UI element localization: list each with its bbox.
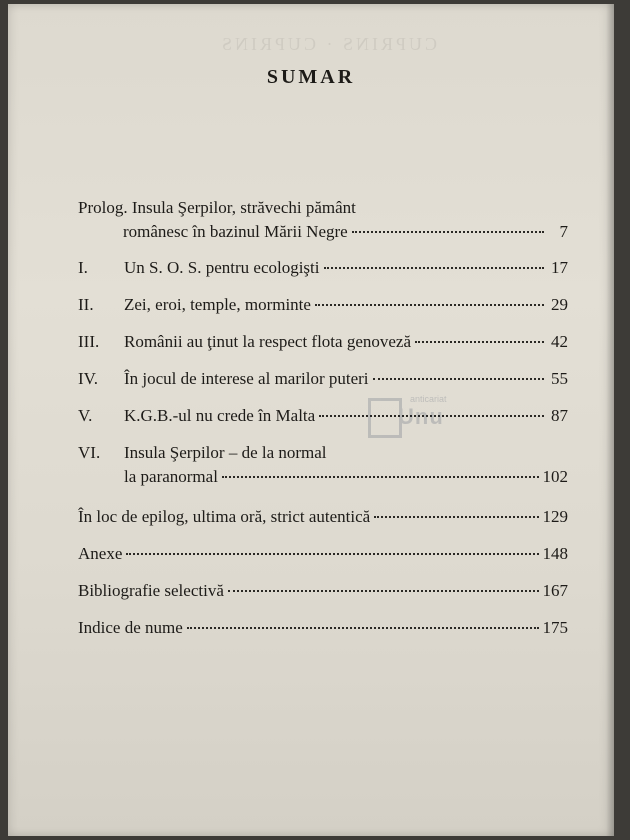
toc-number: V. <box>78 406 93 425</box>
toc-title: K.G.B.-ul nu crede în Malta <box>124 406 316 425</box>
toc-title: Românii au ţinut la respect flota genoveză <box>124 332 412 351</box>
toc-title: Zei, eroi, temple, morminte <box>124 295 311 314</box>
toc-title-line1: Insula Şerpilor – de la normal <box>124 443 327 462</box>
toc-page-number: 55 <box>551 369 568 388</box>
dot-leader <box>352 230 544 233</box>
toc-entry-bibliografie <box>78 579 568 603</box>
toc-page-number: 29 <box>551 295 568 314</box>
dot-leader <box>126 552 538 555</box>
toc-number: VI. <box>78 443 101 462</box>
toc-title: Indice de nume <box>78 618 183 637</box>
bleed-through-text: CUPRINS · CUPRINS <box>218 34 438 54</box>
toc-entry-prolog <box>78 196 568 244</box>
toc-number: II. <box>78 295 94 314</box>
dot-leader <box>187 626 539 629</box>
toc-page-number: 42 <box>551 332 568 351</box>
toc-entry-chapter-2 <box>78 293 568 317</box>
toc-page-number: 87 <box>551 406 568 425</box>
toc-number: Prolog. <box>78 198 128 217</box>
dot-leader <box>415 340 544 343</box>
dot-leader <box>373 377 544 380</box>
toc-page-number: 129 <box>542 507 568 526</box>
toc-title-line2: românesc în bazinul Mării Negre <box>123 222 348 241</box>
dot-leader <box>324 266 545 269</box>
book-page <box>8 4 614 836</box>
dot-leader <box>228 589 539 592</box>
dot-leader <box>315 303 544 306</box>
toc-entry-epilog <box>78 505 568 529</box>
toc-title-line2: la paranormal <box>124 467 218 486</box>
watermark-small-text: anticariat <box>410 394 447 404</box>
toc-page-number: 17 <box>551 258 568 277</box>
watermark-frame-icon <box>368 398 402 438</box>
toc-title-line1: Insula Şerpilor, străvechi pământ <box>131 198 356 217</box>
anticariat-watermark-logo <box>368 392 503 442</box>
page-title: SUMAR <box>266 66 356 88</box>
toc-entry-chapter-4 <box>78 367 568 391</box>
toc-page-number: 7 <box>559 222 568 241</box>
dot-leader <box>222 475 539 478</box>
toc-title: Anexe <box>78 544 123 563</box>
toc-page-number: 148 <box>542 544 568 563</box>
watermark-big-text: Unu <box>398 404 444 429</box>
toc-entry-chapter-6 <box>78 441 568 489</box>
toc-number: IV. <box>78 369 98 388</box>
toc-entry-chapter-1 <box>78 256 568 280</box>
toc-number: I. <box>78 258 88 277</box>
toc-entry-anexe <box>78 542 568 566</box>
toc-page-number: 102 <box>542 467 568 486</box>
toc-title: În jocul de interese al marilor puteri <box>124 369 369 388</box>
toc-number: III. <box>78 332 100 351</box>
toc-title: Un S. O. S. pentru ecologişti <box>124 258 320 277</box>
toc-page-number: 175 <box>542 618 568 637</box>
dot-leader <box>374 515 538 518</box>
page-edge-shadow <box>606 4 614 836</box>
toc-title: Bibliografie selectivă <box>78 581 224 600</box>
toc-title: În loc de epilog, ultima oră, strict autentică <box>78 507 371 526</box>
toc-entry-indice <box>78 616 568 640</box>
toc-page-number: 167 <box>542 581 568 600</box>
toc-entry-chapter-3 <box>78 330 568 354</box>
